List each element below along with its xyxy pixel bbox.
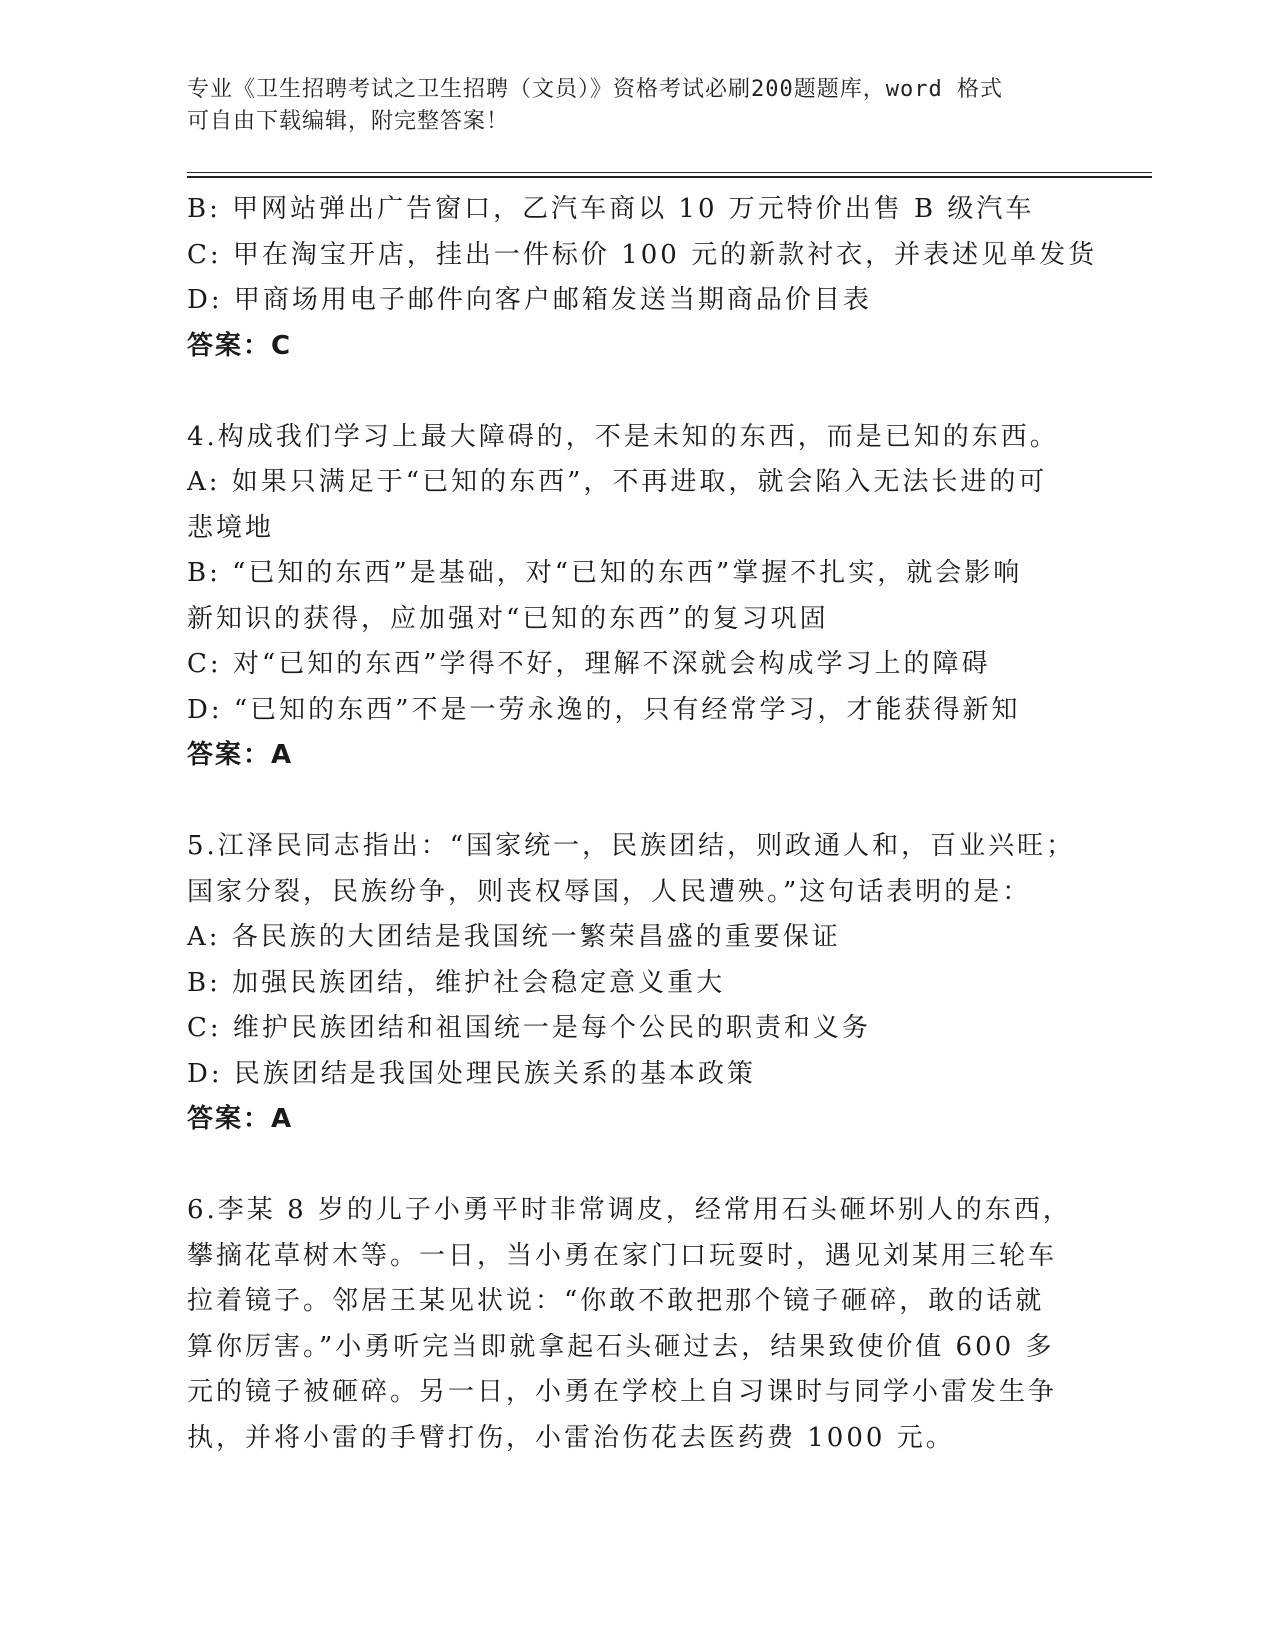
option-a: A: 各民族的大团结是我国统一繁荣昌盛的重要保证 xyxy=(187,922,841,952)
question-stem: 4.构成我们学习上最大障碍的，不是未知的东西，而是已知的东西。 xyxy=(187,421,1059,452)
spacer xyxy=(187,1143,1087,1189)
spacer xyxy=(187,779,1087,825)
option-d: D: 民族团结是我国处理民族关系的基本政策 xyxy=(187,1058,756,1089)
spacer xyxy=(187,369,1087,415)
question-stem-continued: 国家分裂，民族纷争，则丧权辱国，人民遭殃。”这句话表明的是： xyxy=(187,876,1032,907)
question-stem-continued: 算你厉害。”小勇听完当即就拿起石头砸过去，结果致使价值 600 多 xyxy=(187,1331,1055,1362)
question-stem-continued: 拉着镜子。邻居王某见状说：“你敢不敢把那个镜子砸碎，敢的话就 xyxy=(187,1286,1045,1316)
option-b: B: 加强民族团结，维护社会稳定意义重大 xyxy=(187,967,726,998)
header-rule-top xyxy=(187,172,1152,173)
option-d: D: “已知的东西”不是一劳永逸的，只有经常学习，才能获得新知 xyxy=(187,694,1021,725)
option-d: D: 甲商场用电子邮件向客户邮箱发送当期商品价目表 xyxy=(187,285,872,315)
question-4 xyxy=(187,415,1087,779)
question-3 xyxy=(187,187,1098,369)
header-rule-bottom xyxy=(187,176,1152,178)
option-b-continued: 新知识的获得，应加强对“已知的东西”的复习巩固 xyxy=(187,603,829,634)
answer: 答案：A xyxy=(187,1104,294,1134)
document-header xyxy=(187,74,1067,138)
option-c: C: 甲在淘宝开店，挂出一件标价 100 元的新款衬衣，并表述见单发货 xyxy=(187,239,1098,270)
option-a-continued: 悲境地 xyxy=(187,512,275,543)
answer: 答案：C xyxy=(187,330,293,361)
header-line-2: 可自由下载编辑，附完整答案！ xyxy=(187,109,510,134)
question-stem-continued: 元的镜子被砸碎。另一日，小勇在学校上自习课时与同学小雷发生争 xyxy=(187,1377,1058,1407)
option-c: C: 维护民族团结和祖国统一是每个公民的职责和义务 xyxy=(187,1013,871,1043)
question-stem: 5.江泽民同志指出：“国家统一，民族团结，则政通人和，百业兴旺； xyxy=(187,831,1076,861)
document-body xyxy=(187,187,1098,1461)
header-line-1: 专业《卫生招聘考试之卫生招聘（文员）》资格考试必刷200题题库，word 格式 xyxy=(187,77,1003,102)
option-b: B: “已知的东西”是基础，对“已知的东西”掌握不扎实，就会影响 xyxy=(187,558,1023,588)
question-stem: 6.李某 8 岁的儿子小勇平时非常调皮，经常用石头砸坏别人的东西， xyxy=(187,1195,1072,1225)
option-a: A: 如果只满足于“已知的东西”，不再进取，就会陷入无法长进的可 xyxy=(187,467,1048,497)
question-stem-continued: 执，并将小雷的手臂打伤，小雷治伤花去医药费 1000 元。 xyxy=(187,1422,955,1453)
question-5 xyxy=(187,824,1087,1143)
question-stem-continued: 攀摘花草树木等。一日，当小勇在家门口玩耍时，遇见刘某用三轮车 xyxy=(187,1240,1058,1271)
option-c: C: 对“已知的东西”学得不好，理解不深就会构成学习上的障碍 xyxy=(187,649,991,679)
question-6 xyxy=(187,1188,1087,1461)
answer: 答案：A xyxy=(187,740,294,770)
option-b: B: 甲网站弹出广告窗口，乙汽车商以 10 万元特价出售 B 级汽车 xyxy=(187,194,1035,224)
